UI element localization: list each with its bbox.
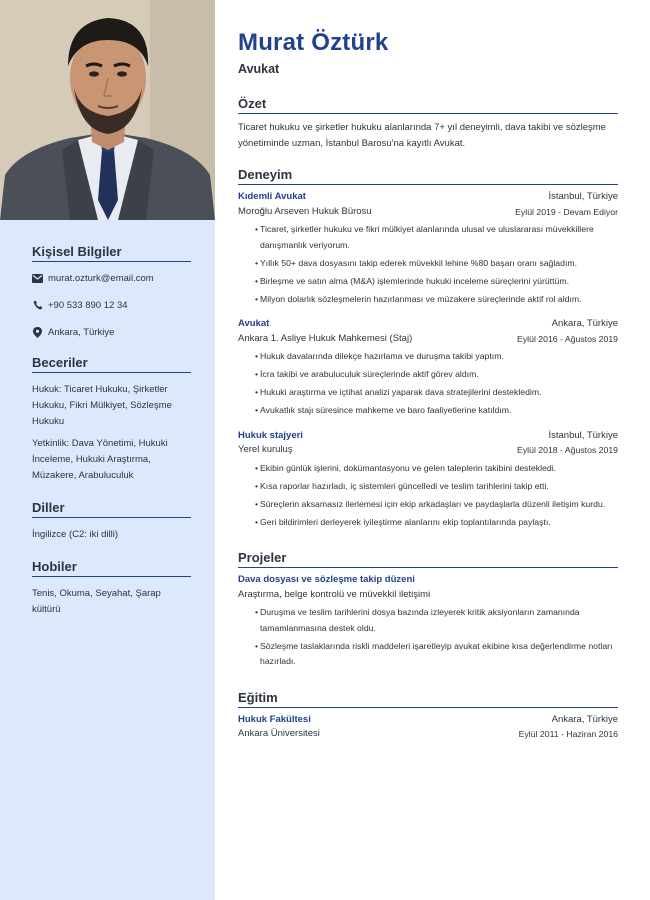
skills-title: Beceriler — [32, 355, 191, 373]
project-item — [238, 573, 618, 670]
education-item — [238, 713, 618, 742]
sidebar-content — [32, 244, 191, 634]
personal-info-title: Kişisel Bilgiler — [32, 244, 191, 262]
job-bullets — [238, 222, 618, 307]
list-item: • Geri bildirimleri derleyerek iyileştirme alanlarını ekip toplantılarında paylaştı. — [255, 515, 618, 531]
job-location: Ankara, Türkiye — [551, 318, 618, 329]
job-title: Avukat — [238, 318, 270, 329]
education-location: Ankara, Türkiye — [551, 713, 618, 725]
job-bullets — [238, 349, 618, 419]
list-item: • Kısa raporlar hazırladı, iç sistemleri güncelledi ve teslim tarihlerini takip etti. — [255, 479, 618, 495]
summary-section — [238, 96, 618, 151]
job-dates: Eylül 2018 - Ağustos 2019 — [517, 445, 618, 455]
experience-item — [238, 317, 618, 419]
hobbies-title: Hobiler — [32, 559, 191, 577]
phone-text[interactable]: +90 533 890 12 34 — [48, 299, 128, 311]
list-item: • Birleşme ve satın alma (M&A) işlemlerinde hukuki inceleme süreçlerini yürüttüm. — [255, 274, 618, 290]
degree-title: Hukuk Fakültesi — [238, 713, 311, 725]
experience-item — [238, 429, 618, 531]
candidate-role: Avukat — [238, 62, 280, 76]
skills-law: Hukuk: Ticaret Hukuku, Şirketler Hukuku, Fikri Mülkiyet, Sözleşme Hukuku — [32, 384, 172, 427]
list-item: • Ekibin günlük işlerini, dokümantasyonu ve gelen taleplerin takibini destekledi. — [255, 461, 618, 477]
job-location: İstanbul, Türkiye — [548, 429, 618, 441]
candidate-name: Murat Öztürk — [238, 29, 389, 56]
list-item: • Avukatlık stajı süresince mahkeme ve baro faaliyetlerine katıldım. — [255, 403, 618, 419]
job-title: Hukuk stajyeri — [238, 429, 303, 441]
personal-info-section — [32, 244, 191, 339]
project-title: Dava dosyası ve sözleşme takip düzeni — [238, 574, 415, 585]
job-dates: Eylül 2016 - Ağustos 2019 — [517, 333, 618, 344]
education-section — [238, 690, 618, 742]
list-item: • Hukuki araştırma ve içtihat analizi yaparak dava stratejilerini destekledim. — [255, 385, 618, 401]
sidebar — [0, 0, 215, 900]
summary-text: Ticaret hukuku ve şirketler hukuku alanlarında 7+ yıl deneyimli, dava takibi ve sözleşme yönetiminde uzman, İstanbul Barosu'na kayıtlı Avukat. — [238, 122, 606, 149]
experience-section — [238, 167, 618, 530]
email-text[interactable]: murat.ozturk@email.com — [48, 272, 154, 284]
list-item: • Milyon dolarlık sözleşmelerin hazırlanması ve müzakere süreçlerinde aktif rol aldım. — [255, 292, 618, 308]
job-org: Yerel kuruluş — [238, 444, 293, 455]
projects-title: Projeler — [238, 550, 618, 568]
experience-item — [238, 190, 618, 307]
list-item: • Sözleşme taslaklarında riskli maddeleri işaretleyip avukat ekibine kısa değerlendirme notları hazırladı. — [255, 639, 618, 670]
location-row — [32, 325, 191, 339]
list-item: • Hukuk davalarında dilekçe hazırlama ve duruşma takibi yaptım. — [255, 349, 618, 365]
list-item: • İcra takibi ve arabuluculuk süreçlerinde aktif görev aldım. — [255, 367, 618, 383]
job-title: Kıdemli Avukat — [238, 191, 306, 202]
phone-icon — [32, 300, 43, 311]
project-bullets — [238, 605, 618, 670]
phone-row — [32, 298, 191, 312]
list-item: • Süreçlerin aksamasız ilerlemesi için ekip arkadaşları ve paydaşlarla düzenli iletişim kurdu. — [255, 497, 618, 513]
list-item: • Yıllık 50+ dava dosyasını takip ederek müvekkil lehine %80 başarı oranı sağladım. — [255, 256, 618, 272]
skills-competency: Yetkinlik: Dava Yönetimi, Hukuki İnceleme, Hukuki Araştırma, Müzakere, Arabuluculuk — [32, 438, 168, 481]
education-school: Ankara Üniversitesi — [238, 728, 320, 739]
main-content — [238, 28, 618, 742]
hobbies-section — [32, 559, 191, 618]
projects-section — [238, 550, 618, 670]
list-item: • Duruşma ve teslim tarihlerini dosya bazında izleyerek kritik aksiyonların zamanında tamamlanmasına destek oldu. — [255, 605, 618, 636]
job-bullets — [238, 461, 618, 531]
languages-section — [32, 500, 191, 543]
job-location: İstanbul, Türkiye — [548, 191, 618, 202]
mail-icon — [32, 273, 43, 284]
job-org: Ankara 1. Asliye Hukuk Mahkemesi (Staj) — [238, 332, 413, 344]
profile-photo — [0, 0, 215, 220]
experience-title: Deneyim — [238, 167, 618, 185]
skills-section — [32, 355, 191, 484]
education-title: Eğitim — [238, 690, 618, 708]
profile-photo-illustration — [0, 0, 215, 220]
list-item: • Ticaret, şirketler hukuku ve fikri mülkiyet alanlarında ulusal ve uluslararası müvekkillere danışmanlık veriyorum. — [255, 222, 618, 253]
location-pin-icon — [32, 327, 43, 338]
languages-text: İngilizce (C2: iki dilli) — [32, 529, 119, 540]
languages-title: Diller — [32, 500, 191, 518]
education-dates: Eylül 2011 - Haziran 2016 — [518, 729, 618, 739]
location-text: Ankara, Türkiye — [48, 326, 115, 338]
email-row — [32, 271, 191, 285]
hobbies-text: Tenis, Okuma, Seyahat, Şarap kültürü — [32, 588, 161, 615]
summary-title: Özet — [238, 96, 618, 114]
project-subtitle: Araştırma, belge kontrolü ve müvekkil iletişimi — [238, 588, 431, 600]
job-org: Moroğlu Arseven Hukuk Bürosu — [238, 205, 372, 217]
job-dates: Eylül 2019 - Devam Ediyor — [515, 206, 618, 217]
